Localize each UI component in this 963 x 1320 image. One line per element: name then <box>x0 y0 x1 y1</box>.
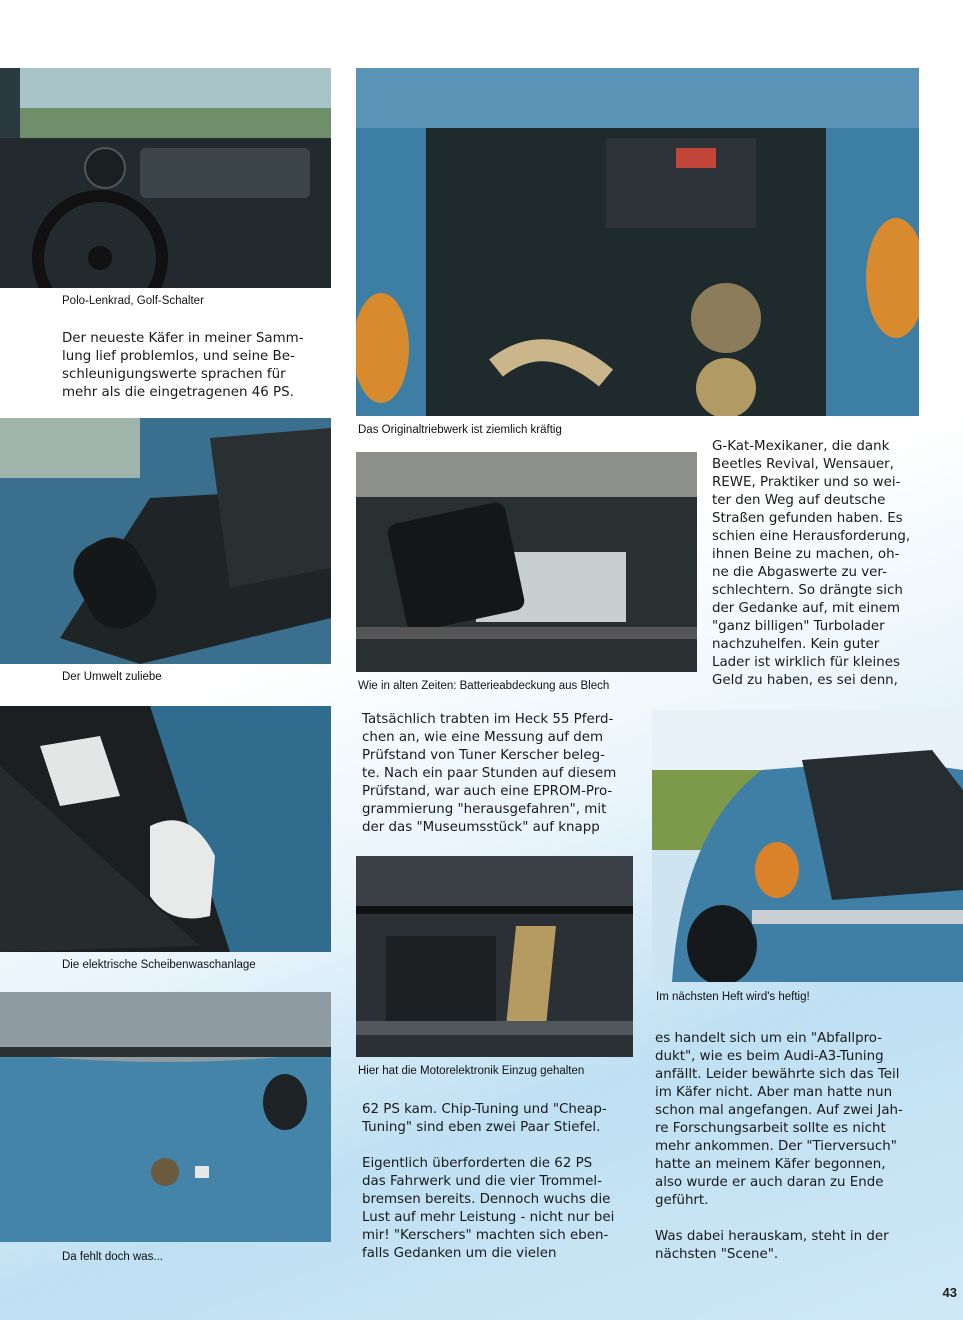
text-line: der das "Museumsstück" auf knapp <box>362 820 600 835</box>
photo-front-trunk <box>0 992 331 1242</box>
intro-text <box>62 330 347 402</box>
text-line: Tatsächlich trabten im Heck 55 Pferd- <box>362 712 614 727</box>
photo-dashboard-caption: Polo-Lenkrad, Golf-Schalter <box>62 295 204 307</box>
text-line: es handelt sich um ein "Abfallpro- <box>655 1031 883 1046</box>
text-line: ihnen Beine zu machen, oh- <box>712 547 900 562</box>
col-right-top-text <box>712 438 962 690</box>
text-line: Tuning" sind eben zwei Paar Stiefel. <box>362 1120 601 1135</box>
text-line: Was dabei herauskam, steht in der <box>655 1229 889 1244</box>
text-line: schien eine Herausforderung, <box>712 529 911 544</box>
col-right-bottom-text <box>655 1030 955 1264</box>
text-line: mehr ankommen. Der "Tierversuch" <box>655 1139 897 1154</box>
text-line: schleunigungswerte sprachen für <box>62 367 286 382</box>
text-line: mir! "Kerschers" machten sich eben- <box>362 1228 609 1243</box>
text-line: also wurde er auch daran zu Ende <box>655 1175 884 1190</box>
text-line: G-Kat-Mexikaner, die dank <box>712 439 890 454</box>
text-line: mehr als die eingetragenen 46 PS. <box>62 385 294 400</box>
photo-engine-electronics <box>356 856 633 1057</box>
page-number: 43 <box>942 1285 957 1300</box>
text-line: dukt", wie es beim Audi-A3-Tuning <box>655 1049 884 1064</box>
photo-rear-car <box>652 710 963 982</box>
text-line: Lader ist wirklich für kleines <box>712 655 900 670</box>
photo-trunk-tube-caption: Der Umwelt zuliebe <box>62 671 162 683</box>
photo-front-trunk-caption: Da fehlt doch was... <box>62 1251 163 1263</box>
text-line: hatte an meinem Käfer begonnen, <box>655 1157 886 1172</box>
text-line: Prüfstand von Tuner Kerscher beleg- <box>362 748 605 763</box>
text-line: im Käfer nicht. Aber man hatte nun <box>655 1085 893 1100</box>
photo-engine <box>356 68 919 416</box>
col-mid-top-text <box>362 711 647 837</box>
text-line: lung lief problemlos, und seine Be- <box>62 349 295 364</box>
text-line: Beetles Revival, Wensauer, <box>712 457 894 472</box>
photo-trunk-tube <box>0 418 331 664</box>
photo-washer-caption: Die elektrische Scheibenwaschanlage <box>62 959 256 971</box>
text-line: ter den Weg auf deutsche <box>712 493 886 508</box>
text-line: geführt. <box>655 1193 709 1208</box>
text-line: nächsten "Scene". <box>655 1247 779 1262</box>
text-line: Der neueste Käfer in meiner Samm- <box>62 331 304 346</box>
photo-battery-caption: Wie in alten Zeiten: Batterieabdeckung aus Blech <box>358 680 610 692</box>
col-mid-bottom-text <box>362 1101 647 1263</box>
text-line: schon mal angefangen. Auf zwei Jah- <box>655 1103 903 1118</box>
text-line: Lust auf mehr Leistung - nicht nur bei <box>362 1210 615 1225</box>
text-line: anfällt. Leider bewährte sich das Teil <box>655 1067 900 1082</box>
photo-dashboard <box>0 68 331 288</box>
text-line: das Fahrwerk und die vier Trommel- <box>362 1174 602 1189</box>
text-line: Geld zu haben, es sei denn, <box>712 673 898 688</box>
text-line: ne die Abgaswerte zu ver- <box>712 565 887 580</box>
text-line: schlechtern. So drängte sich <box>712 583 903 598</box>
photo-engine-caption: Das Originaltriebwerk ist ziemlich kräftig <box>358 424 562 436</box>
photo-washer <box>0 706 331 952</box>
text-line: nachzuhelfen. Kein guter <box>712 637 880 652</box>
photo-battery <box>356 452 697 672</box>
text-line: grammierung "herausgefahren", mit <box>362 802 607 817</box>
text-line: Eigentlich überforderten die 62 PS <box>362 1156 593 1171</box>
text-line: bremsen bereits. Dennoch wuchs die <box>362 1192 611 1207</box>
text-line: chen an, wie eine Messung auf dem <box>362 730 604 745</box>
text-line: Prüfstand, war auch eine EPROM-Pro- <box>362 784 613 799</box>
photo-engine-electronics-caption: Hier hat die Motorelektronik Einzug gehalten <box>358 1065 585 1077</box>
text-line: te. Nach ein paar Stunden auf diesem <box>362 766 617 781</box>
text-line: "ganz billigen" Turbolader <box>712 619 885 634</box>
text-line: falls Gedanken um die vielen <box>362 1246 557 1261</box>
text-line: REWE, Praktiker und so wei- <box>712 475 901 490</box>
text-line: re Forschungsarbeit sollte es nicht <box>655 1121 886 1136</box>
photo-rear-car-caption: Im nächsten Heft wird's heftig! <box>656 991 810 1003</box>
text-line: 62 PS kam. Chip-Tuning und "Cheap- <box>362 1102 607 1117</box>
text-line: der Gedanke auf, mit einem <box>712 601 900 616</box>
text-line: Straßen gefunden haben. Es <box>712 511 903 526</box>
